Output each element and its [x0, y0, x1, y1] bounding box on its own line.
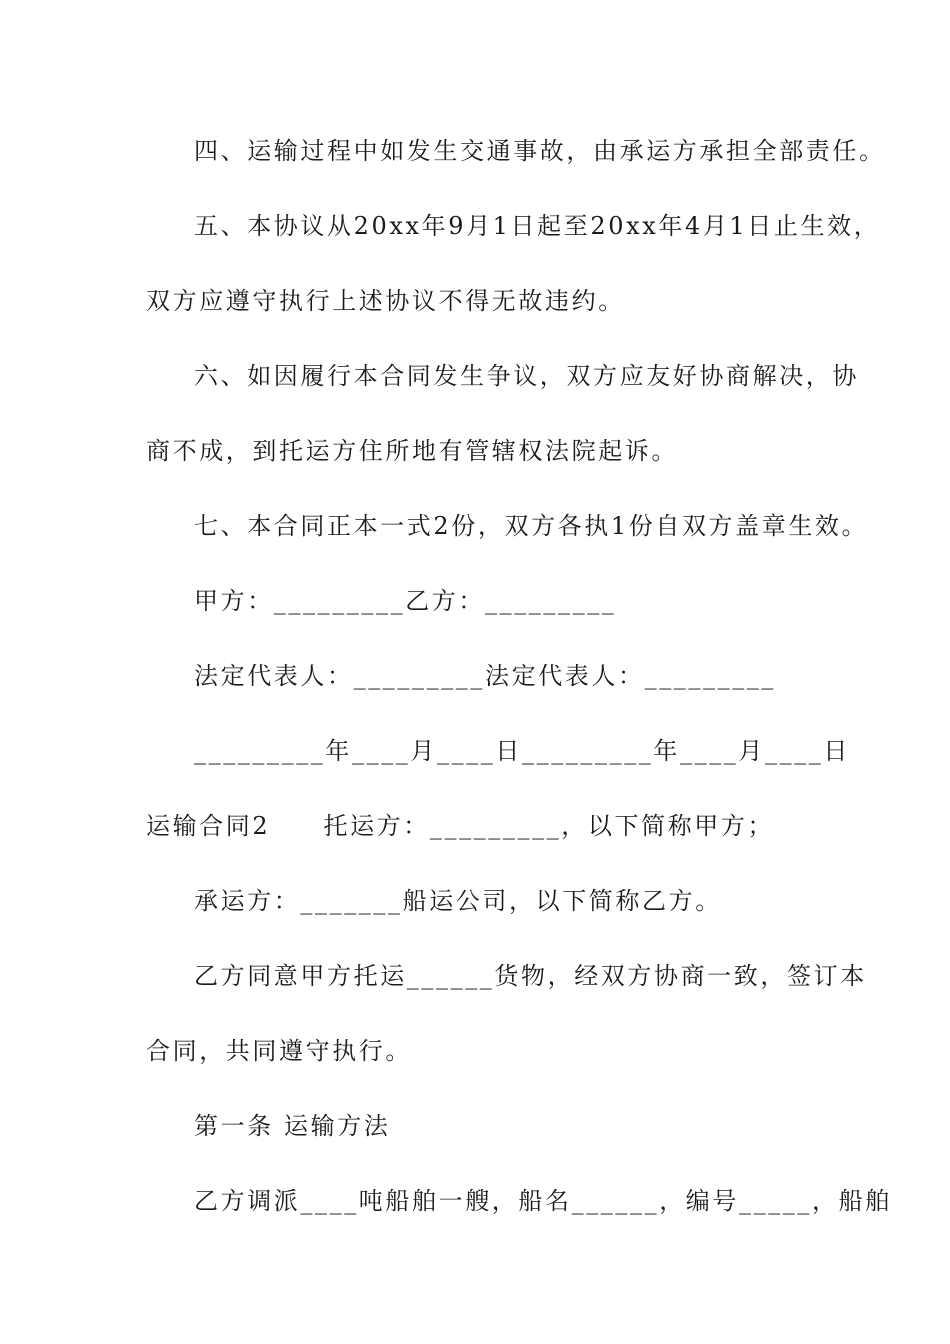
paragraph-line: 六、如因履行本合同发生争议，双方应友好协商解决，协: [194, 362, 859, 390]
signature-line: 法定代表人：_________法定代表人：_________: [194, 662, 776, 690]
paragraph-line: 合同，共同遵守执行。: [146, 1037, 412, 1065]
paragraph-line: 四、运输过程中如发生交通事故，由承运方承担全部责任。: [194, 137, 886, 165]
section-heading: 第一条 运输方法: [194, 1112, 391, 1140]
paragraph-line: 双方应遵守执行上述协议不得无故违约。: [146, 287, 625, 315]
paragraph-line: 商不成，到托运方住所地有管辖权法院起诉。: [146, 437, 678, 465]
paragraph-line: 承运方：_______船运公司，以下简称乙方。: [194, 887, 722, 915]
paragraph-line: 七、本合同正本一式2份，双方各执1份自双方盖章生效。: [194, 512, 869, 540]
paragraph-line: 乙方调派____吨船舶一艘，船名______，编号_____，船舶: [194, 1187, 892, 1215]
paragraph-line: 运输合同2 托运方：_________，以下简称甲方；: [146, 812, 775, 840]
signature-line: 甲方：_________乙方：_________: [194, 587, 617, 615]
paragraph-line: 乙方同意甲方托运______货物，经双方协商一致，签订本: [194, 962, 867, 990]
date-line: _________年____月____日_________年____月____日: [194, 737, 850, 765]
paragraph-line: 五、本协议从20xx年9月1日起至20xx年4月1日止生效，: [194, 212, 881, 240]
